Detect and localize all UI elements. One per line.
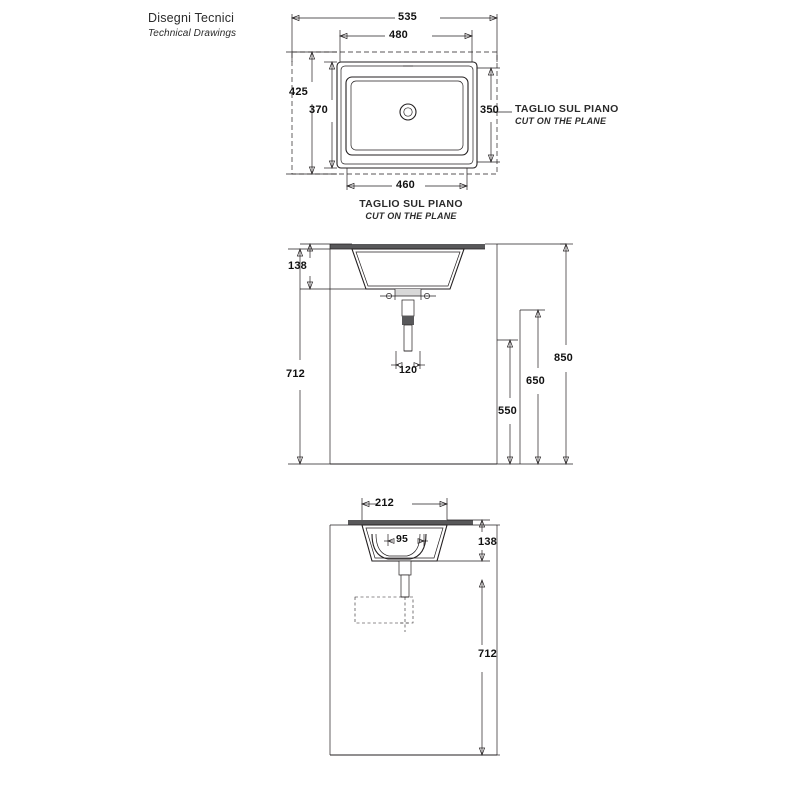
dim-overall-depth: 425 <box>289 86 308 98</box>
dim-bowl-depth: 350 <box>480 104 499 116</box>
dim-side-floor-height: 712 <box>478 648 497 660</box>
dim-wall-outlet-mid: 650 <box>526 375 545 387</box>
dim-wall-outlet-low: 550 <box>498 405 517 417</box>
dim-overall-width: 535 <box>398 11 417 23</box>
dim-side-basin-height: 138 <box>478 536 497 548</box>
dim-side-top-width: 212 <box>375 497 394 509</box>
dim-wall-outlet-high: 850 <box>554 352 573 364</box>
dim-cut-depth: 370 <box>309 104 328 116</box>
dim-basin-height: 138 <box>288 260 307 272</box>
note-right-line1: TAGLIO SUL PIANO <box>515 103 619 115</box>
dim-waste-width: 120 <box>399 364 418 376</box>
note-right-line2: CUT ON THE PLANE <box>515 116 607 127</box>
dim-cut-width: 480 <box>389 29 408 41</box>
dim-side-inner-width: 95 <box>396 533 409 545</box>
note-bottom-line2: CUT ON THE PLANE <box>365 211 457 222</box>
title-main: Disegni Tecnici <box>148 11 235 25</box>
note-cut-plane-bottom <box>341 198 481 222</box>
dim-floor-to-counter: 712 <box>286 368 305 380</box>
dim-bowl-width: 460 <box>396 179 415 191</box>
title-subtitle: Technical Drawings <box>148 27 237 39</box>
note-cut-plane-right <box>515 103 619 127</box>
note-bottom-line1: TAGLIO SUL PIANO <box>359 198 463 210</box>
